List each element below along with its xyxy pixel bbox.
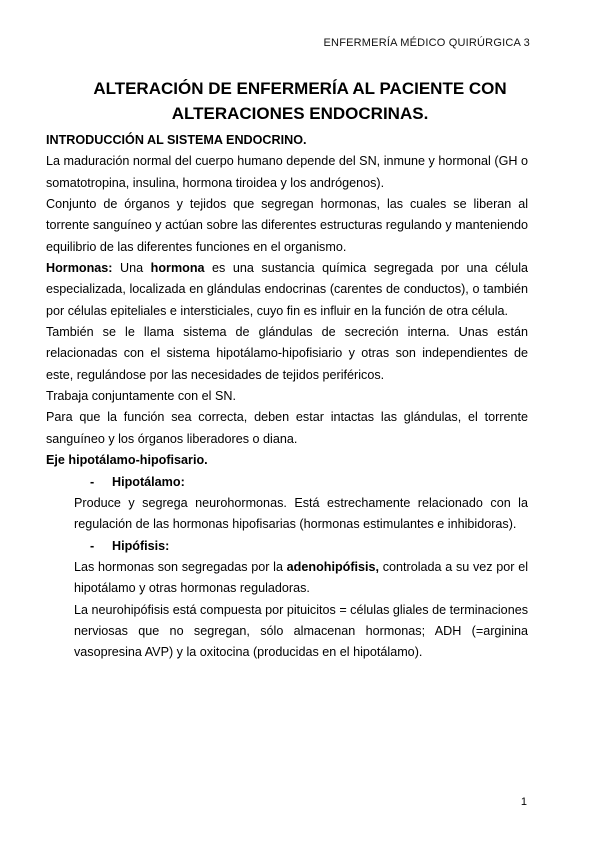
section-heading-intro: INTRODUCCIÓN AL SISTEMA ENDOCRINO.: [46, 133, 307, 147]
document-body: [46, 130, 528, 664]
list-item-hipotalamo: [46, 472, 528, 493]
adeno-text-b: controlada a su vez por el hipotálamo y otras hormonas reguladoras.: [74, 559, 528, 596]
paragraph-sn: Trabaja conjuntamente con el SN.: [46, 389, 236, 404]
document-title: [44, 76, 556, 126]
section-heading-eje: Eje hipotálamo-hipofisario.: [46, 453, 208, 468]
paragraph-adenohipofisis: [46, 557, 528, 600]
page-number: 1: [520, 796, 527, 808]
title-line-2: ALTERACIONES ENDOCRINAS.: [171, 104, 429, 123]
paragraph-hipotalamo: Produce y segrega neurohormonas. Está estrechamente relacionado con la regulación de las hormonas hipofisarias (hormonas estimulantes e inhibidoras).: [74, 495, 528, 532]
hormonas-label: Hormonas:: [46, 261, 113, 276]
paragraph-conjunto: Conjunto de órganos y tejidos que segregan hormonas, las cuales se liberan al torrente sanguíneo y actúan sobre las diferentes estructuras regulando y manteniendo equilibrio de las diferentes funciones en el organismo.: [46, 197, 528, 254]
title-line-1: ALTERACIÓN DE ENFERMERÍA AL PACIENTE CON: [93, 79, 507, 98]
paragraph-hormonas: [46, 258, 528, 322]
dash-bullet: -: [90, 538, 95, 553]
running-header: ENFERMERÍA MÉDICO QUIRÚRGICA 3: [323, 37, 530, 49]
dash-bullet: -: [90, 474, 95, 489]
hormonas-definition: es una sustancia química segregada por una célula especializada, localizada en glándulas endocrinas (carentes de conductos), o también por células epiteliales e intersticiales, cuyo fin es influir en la función de otra célula.: [46, 261, 528, 318]
hormonas-mid: Una: [112, 261, 151, 276]
paragraph-funcion-correcta: Para que la función sea correcta, deben estar intactas las glándulas, el torrente sanguíneo y los órganos liberadores o diana.: [46, 410, 528, 446]
paragraph-neurohipofisis: La neurohipófisis está compuesta por pituicitos = células gliales de terminaciones nerviosas que no segregan, sólo almacenan hormonas; ADH (=arginina vasopresina AVP) y la oxitocina (producidas en el hipotálamo).: [74, 602, 528, 660]
hipotalamo-title: Hipotálamo:: [112, 474, 185, 489]
adenohipofisis-term: adenohipófisis,: [286, 559, 380, 574]
list-item-hipofisis: [46, 536, 528, 557]
hormona-term: hormona: [150, 261, 205, 276]
adeno-text-a: Las hormonas son segregadas por la: [74, 559, 287, 574]
paragraph-maduracion: La maduración normal del cuerpo humano depende del SN, inmune y hormonal (GH o somatotropina, insulina, hormona tiroidea y los andrógenos).: [46, 154, 528, 190]
hipofisis-title: Hipófisis:: [112, 538, 170, 553]
paragraph-secrecion-interna: También se le llama sistema de glándulas de secreción interna. Unas están relacionadas con el sistema hipotálamo-hipofisiario y otras son independientes de este, regulándose por las necesidades de tejidos periféricos.: [46, 325, 528, 382]
